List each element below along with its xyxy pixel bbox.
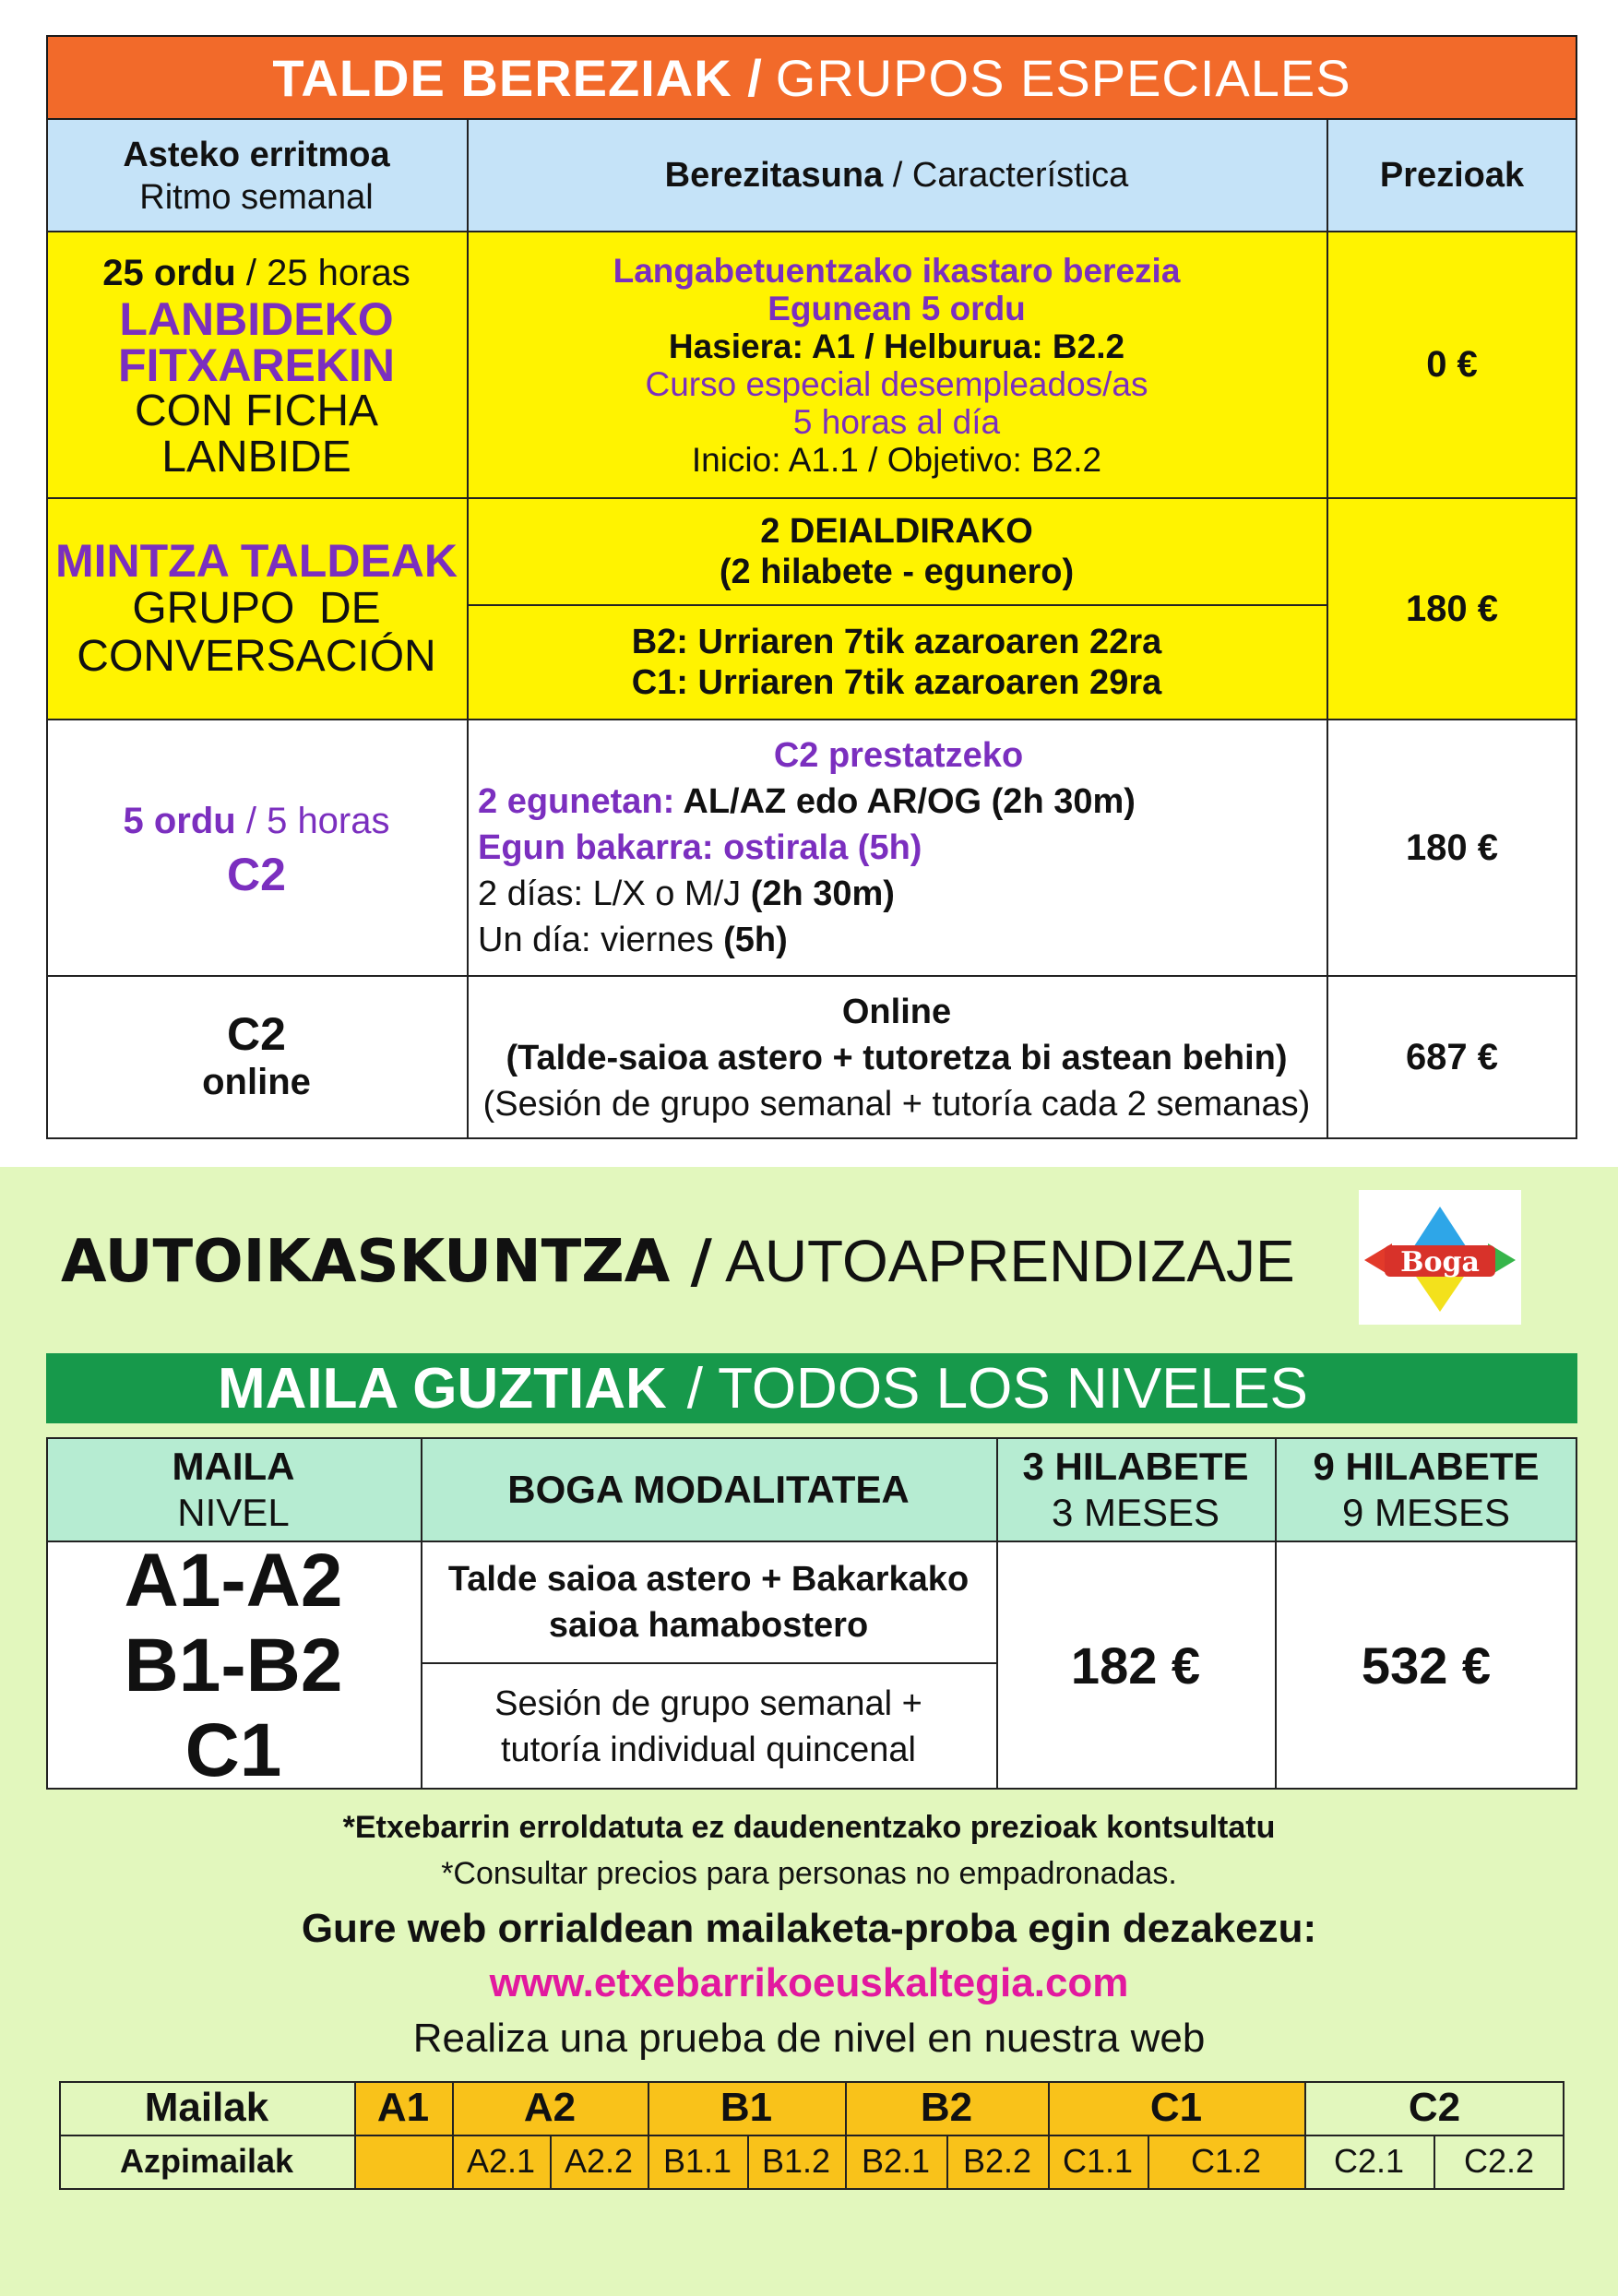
header-level — [46, 1437, 421, 1541]
self-learning-title — [61, 1227, 1295, 1296]
boga-logo-graphic — [1359, 1190, 1521, 1325]
row4-level: C2 — [227, 1007, 286, 1060]
sublevel: B1.2 — [761, 2142, 831, 2180]
row2-rhythm — [46, 498, 467, 720]
row2-feature-calls — [467, 498, 1327, 605]
header-3-months-eu: 3 HILABETE — [1022, 1444, 1249, 1488]
header-9-months-es: 9 MESES — [1341, 1490, 1511, 1534]
special-groups-title-es: GRUPOS ESPECIALES — [775, 48, 1351, 107]
row1-price-value: 0 € — [1426, 344, 1478, 385]
all-levels-banner-eu: MAILA GUZTIAK — [218, 1356, 667, 1421]
levels-table — [59, 2081, 1564, 2190]
price-9-months — [1275, 1541, 1577, 1790]
self-learning-title-es: AUTOAPRENDIZAJE — [725, 1228, 1295, 1294]
row1-name-eu-1: LANBIDEKO — [119, 292, 394, 345]
special-groups-title — [46, 35, 1577, 120]
row4-feat-1: Online — [841, 992, 952, 1031]
price-9-months-value: 532 € — [1361, 1636, 1492, 1695]
row2-name-es-1: GRUPO DE — [132, 584, 381, 633]
row2-feat-a2: (2 hilabete - egunero) — [719, 553, 1075, 591]
sublevel: B1.1 — [662, 2142, 732, 2180]
row2-price-value: 180 € — [1405, 588, 1499, 629]
header-feature-sep: / — [883, 156, 912, 195]
row1-hours-sep: / — [235, 252, 268, 293]
header-mode — [421, 1437, 996, 1541]
sublevel: A2.2 — [564, 2142, 634, 2180]
header-rhythm — [46, 120, 467, 232]
row3-feat-2: Egun bakarra: ostirala (5h) — [478, 828, 922, 867]
row2-price — [1327, 498, 1577, 720]
row3-hours-sep: / — [235, 801, 268, 841]
level-item: A1-A2 — [124, 1538, 343, 1623]
special-groups-table — [46, 120, 1577, 1139]
row2-feat-a1: 2 DEIALDIRAKO — [760, 512, 1033, 551]
sublevel: C2.1 — [1333, 2142, 1405, 2180]
row1-hours-es: 25 horas — [267, 252, 410, 293]
row1-feat-4: Curso especial desempleados/as — [645, 364, 1148, 403]
mode-eu-1: Talde saioa astero + Bakarkako — [447, 1560, 970, 1599]
row1-feat-3: Hasiera: A1 / Helburua: B2.2 — [668, 327, 1125, 365]
header-rhythm-eu: Asteko erritmoa — [123, 135, 390, 174]
level-item: C1 — [184, 1707, 282, 1792]
level-c2: C2 — [1408, 2085, 1461, 2130]
row3-feat-4a: Un día: viernes — [478, 921, 724, 959]
row1-feat-2: Egunean 5 ordu — [767, 289, 1026, 327]
row3-feat-1b: AL/AZ edo AR/OG (2h 30m) — [683, 782, 1136, 821]
sublevel: C1.2 — [1190, 2142, 1262, 2180]
level-b2: B2 — [920, 2085, 973, 2130]
row4-mode: online — [202, 1061, 311, 1102]
row4-feat-2: (Talde-saioa astero + tutoretza bi astean behin) — [506, 1038, 1288, 1077]
header-level-es: NIVEL — [177, 1490, 290, 1534]
web-eu: Gure web orrialdean mailaketa-proba egin dezakezu: — [301, 1906, 1317, 1951]
sublevel: B2.2 — [962, 2142, 1032, 2180]
self-learning-table — [46, 1437, 1577, 1790]
row3-feat-4b: (5h) — [723, 921, 788, 959]
row1-feat-6: Inicio: A1.1 / Objetivo: B2.2 — [691, 440, 1102, 479]
row1-feat-5: 5 horas al día — [792, 402, 1001, 441]
row3-level: C2 — [227, 849, 286, 900]
mode-es-cell — [421, 1663, 996, 1790]
header-rhythm-es: Ritmo semanal — [139, 177, 374, 217]
row3-rhythm — [46, 720, 467, 976]
mode-es-2: tutoría individual quincenal — [501, 1730, 916, 1769]
sublevel: A2.1 — [466, 2142, 536, 2180]
level-a1: A1 — [376, 2085, 430, 2130]
header-price — [1327, 120, 1577, 232]
row3-feature — [478, 720, 1319, 976]
row1-hours-eu: 25 ordu — [102, 252, 236, 293]
boga-logo-text: Boga — [1400, 1246, 1480, 1279]
levels-label-main: Mailak — [144, 2085, 269, 2130]
header-3-months — [996, 1437, 1275, 1541]
all-levels-banner — [46, 1353, 1577, 1423]
row1-rhythm — [46, 232, 467, 498]
header-price-label: Prezioak — [1379, 156, 1525, 195]
row1-name-es-1: CON FICHA — [135, 386, 378, 435]
header-level-eu: MAILA — [172, 1444, 295, 1488]
mode-eu-2: saioa hamabostero — [548, 1606, 869, 1645]
row4-rhythm — [46, 976, 467, 1139]
levels-label-sub: Azpimailak — [119, 2142, 294, 2180]
row4-price — [1327, 976, 1577, 1139]
mode-eu-cell — [421, 1541, 996, 1663]
row4-feat-3: (Sesión de grupo semanal + tutoría cada 2 semanas) — [482, 1084, 1311, 1124]
mode-es-1: Sesión de grupo semanal + — [494, 1683, 922, 1723]
row4-feature — [467, 976, 1327, 1139]
header-mode-label: BOGA MODALITATEA — [507, 1467, 910, 1511]
level-b1: B1 — [720, 2085, 773, 2130]
level-item: B1-B2 — [124, 1623, 343, 1707]
level-c1: C1 — [1149, 2085, 1203, 2130]
row4-price-value: 687 € — [1405, 1037, 1499, 1077]
level-a2: A2 — [523, 2085, 577, 2130]
header-3-months-es: 3 MESES — [1051, 1490, 1220, 1534]
sublevel: C2.2 — [1463, 2142, 1535, 2180]
row3-hours-eu: 5 ordu — [123, 801, 236, 841]
all-levels-banner-es: / TODOS LOS NIVELES — [686, 1356, 1308, 1421]
row1-feature — [467, 232, 1327, 498]
row2-feat-b1: B2: Urriaren 7tik azaroaren 22ra — [631, 623, 1162, 661]
special-groups-title-eu: TALDE BEREZIAK / — [272, 48, 763, 107]
header-feature-eu: Berezitasuna — [664, 156, 884, 195]
row3-feat-1a: 2 egunetan: — [478, 782, 684, 821]
header-9-months-eu: 9 HILABETE — [1313, 1444, 1540, 1488]
price-3-months — [996, 1541, 1275, 1790]
row2-feat-b2: C1: Urriaren 7tik azaroaren 29ra — [631, 663, 1162, 702]
row3-feat-3b: (2h 30m) — [750, 874, 895, 913]
row3-feat-3a: 2 días: L/X o M/J — [478, 874, 751, 913]
header-feature-es: Característica — [911, 156, 1129, 195]
row1-name-es-2: LANBIDE — [161, 432, 351, 482]
note-eu: *Etxebarrin erroldatuta ez daudenentzako prezioak kontsultatu — [342, 1810, 1276, 1845]
self-learning-title-eu: AUTOIKASKUNTZA / — [61, 1228, 712, 1296]
sublevel: B2.1 — [861, 2142, 931, 2180]
row1-price — [1327, 232, 1577, 498]
row2-name-eu: MINTZA TALDEAK — [54, 535, 458, 587]
price-3-months-value: 182 € — [1070, 1636, 1201, 1695]
header-9-months — [1275, 1437, 1577, 1541]
row2-feature-dates — [467, 605, 1327, 720]
row1-name-eu-2: FITXAREKIN — [118, 339, 395, 391]
levels-cell — [46, 1538, 421, 1792]
row3-feat-title: C2 prestatzeko — [773, 736, 1024, 775]
web-es: Realiza una prueba de nivel en nuestra web — [412, 2016, 1206, 2061]
row3-price — [1327, 720, 1577, 976]
header-feature — [467, 120, 1327, 232]
sublevel: C1.1 — [1062, 2142, 1134, 2180]
row1-feat-1: Langabetuentzako ikastaro berezia — [613, 251, 1181, 290]
levels-border-bottom — [59, 2188, 1564, 2190]
boga-logo — [1359, 1190, 1521, 1325]
row3-price-value: 180 € — [1405, 827, 1499, 868]
row2-name-es-2: CONVERSACIÓN — [77, 632, 436, 681]
website-link[interactable]: www.etxebarrikoeuskaltegia.com — [489, 1960, 1129, 2005]
row3-hours-es: 5 horas — [267, 801, 390, 841]
note-es: *Consultar precios para personas no empadronadas. — [441, 1856, 1177, 1891]
